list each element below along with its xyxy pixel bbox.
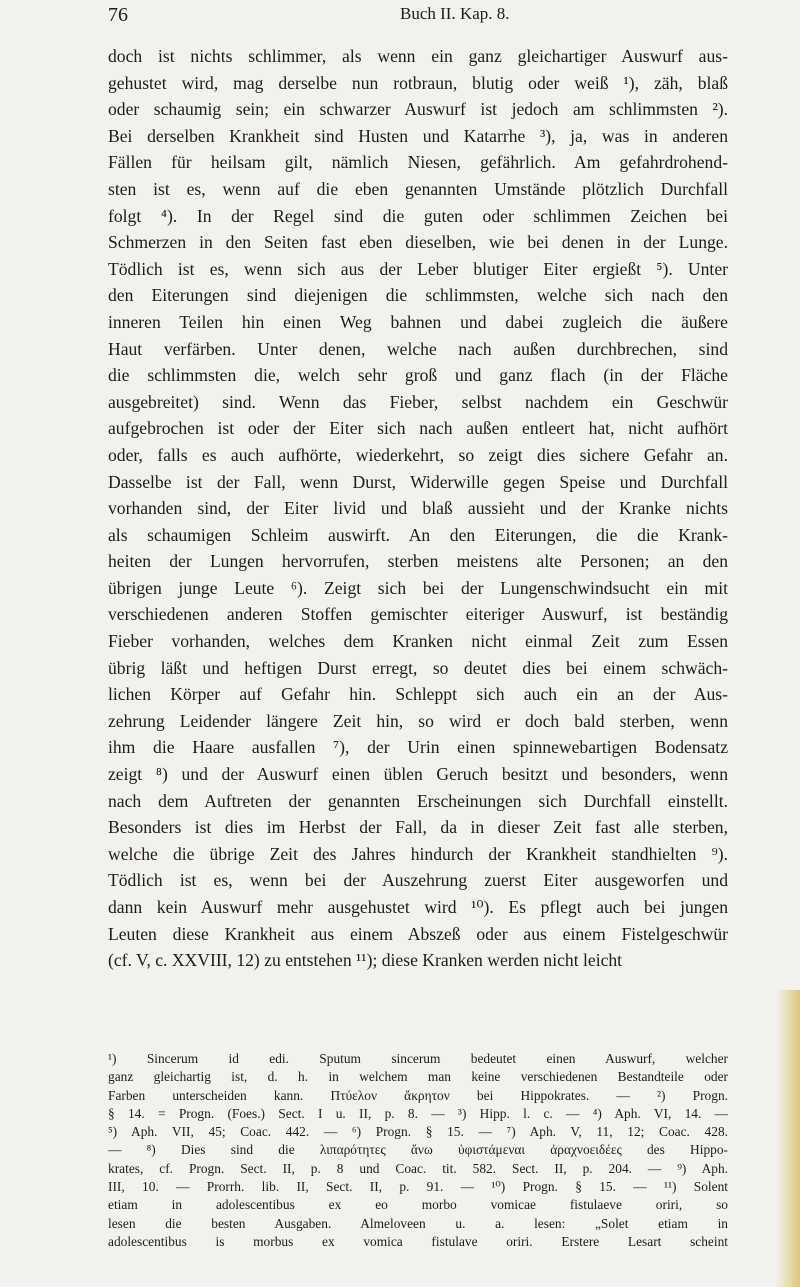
text-line: zeigt ⁸) und der Auswurf einen üblen Geruch besitzt und besonders, wenn (108, 764, 728, 785)
text-line: Tödlich ist es, wenn sich aus der Leber blutiger Eiter ergießt ⁵). Unter (108, 258, 728, 279)
text-line: die schlimmsten die, welch sehr groß und ganz flach (in der Fläche (108, 365, 728, 386)
text-line: doch ist nichts schlimmer, als wenn ein ganz gleichartiger Auswurf aus- (108, 46, 728, 66)
footnote-line: adolescentibus is morbus ex vomica fistulave oriri. Erstere Lesart scheint (108, 1233, 728, 1249)
text-line: übrigen junge Leute ⁶). Zeigt sich bei der Lungenschwindsucht ein mit (108, 577, 728, 598)
footnote-line: ⁵) Aph. VII, 45; Coac. 442. — ⁶) Progn. § 15. — ⁷) Aph. V, 11, 12; Coac. 428. (108, 1124, 728, 1140)
text-line: den Eiterungen sind diejenigen die schlimmsten, welche sich nach den (108, 285, 728, 306)
text-line: als schaumigen Schleim auswirft. An den Eiterungen, die die Krank- (108, 524, 728, 545)
text-line: sten ist es, wenn auf die eben genannten Umstände plötzlich Durchfall (108, 178, 728, 199)
text-line: dann kein Auswurf mehr ausgehustet wird ¹⁰). Es pflegt auch bei jungen (108, 897, 728, 917)
main-text (108, 43, 728, 974)
page-number: 76 (108, 4, 128, 26)
text-line: zehrung Leidender längere Zeit hin, so wird er doch bald sterben, wenn (108, 710, 728, 731)
text-line: oder schaumig sein; ein schwarzer Auswurf ist jedoch am schlimmsten ²). (108, 99, 728, 120)
footnote-line: III, 10. — Prorrh. lib. II, Sect. II, p. 91. — ¹⁰) Progn. § 15. — ¹¹) Solent (108, 1179, 728, 1195)
footnote-line: krates, cf. Progn. Sect. II, p. 8 und Coac. tit. 582. Sect. II, p. 204. — ⁹) Aph. (108, 1160, 728, 1176)
text-line: Tödlich ist es, wenn bei der Auszehrung zuerst Eiter ausgeworfen und (108, 870, 728, 891)
footnote-line: ganz gleichartig ist, d. h. in welchem man keine verschiedenen Bestandteile oder (108, 1069, 728, 1085)
text-line: welche die übrige Zeit des Jahres hindurch der Krankheit standhielten ⁹). (108, 843, 728, 864)
text-line: Fieber vorhanden, welches dem Kranken nicht einmal Zeit zum Essen (108, 631, 728, 652)
text-line: ausgebreitet) sind. Wenn das Fieber, selbst nachdem ein Geschwür (108, 391, 728, 412)
footnote-line: ¹) Sincerum id edi. Sputum sincerum bedeutet einen Auswurf, welcher (108, 1051, 728, 1066)
text-line: Haut verfärben. Unter denen, welche nach außen durchbrechen, sind (108, 338, 728, 359)
text-line: heiten der Lungen hervorrufen, sterben meistens alte Personen; an den (108, 551, 728, 572)
footnote-line: § 14. = Progn. (Foes.) Sect. I u. II, p. 8. — ³) Hipp. l. c. — ⁴) Aph. VI, 14. — (108, 1105, 728, 1121)
text-line: (cf. V, c. XXVIII, 12) zu entstehen ¹¹); diese Kranken werden nicht leicht (108, 950, 623, 971)
text-line: Bei derselben Krankheit sind Husten und Katarrhe ³), ja, was in anderen (108, 125, 728, 146)
text-line: Schmerzen in den Seiten fast eben dieselben, wie bei denen in der Lunge. (108, 232, 728, 253)
footnote-line: Farben unterscheiden kann. Πτύελον ἄκρητον bei Hippokrates. — ²) Progn. (108, 1087, 728, 1103)
text-line: vorhanden sind, der Eiter livid und blaß aussieht und der Kranke nichts (108, 498, 728, 519)
page-header (108, 4, 728, 32)
text-line: aufgebrochen ist oder der Eiter sich nach außen entleert hat, nicht aufhört (108, 418, 728, 439)
text-line: gehustet wird, mag derselbe nun rotbraun, blutig oder weiß ¹), zäh, blaß (108, 72, 728, 93)
footnote-line: lesen die besten Ausgaben. Almeloveen u. a. lesen: „Solet etiam in (108, 1215, 728, 1231)
text-line: übrig läßt und heftigen Durst erregt, so deutet dies bei einem schwäch- (108, 657, 728, 678)
text-line: verschiedenen anderen Stoffen gemischter eiteriger Auswurf, ist beständig (108, 604, 728, 625)
footnotes (108, 1050, 728, 1251)
text-line: ihm die Haare ausfallen ⁷), der Urin einen spinnewebartigen Bodensatz (108, 737, 728, 758)
text-line: Besonders ist dies im Herbst der Fall, da in dieser Zeit fast alle sterben, (108, 817, 728, 838)
text-line: oder, falls es auch aufhörte, wiederkehrt, so zeigt dies sichere Gefahr an. (108, 444, 728, 465)
text-line: inneren Teilen hin einen Weg bahnen und dabei zugleich die äußere (108, 311, 728, 332)
text-line: lichen Körper auf Gefahr hin. Schleppt sich auch ein an der Aus- (108, 684, 728, 705)
text-line: nach dem Auftreten der genannten Erscheinungen sich Durchfall einstellt. (108, 790, 728, 811)
text-line: Dasselbe ist der Fall, wenn Durst, Widerwille gegen Speise und Durchfall (108, 471, 728, 492)
footnote-line: — ⁸) Dies sind die λιπαρότητες ἄνω ὑφιστάμεναι ἀραχνοειδέες des Hippo- (108, 1142, 728, 1158)
running-head: Buch II. Kap. 8. (400, 4, 510, 23)
text-line: folgt ⁴). In der Regel sind die guten oder schlimmen Zeichen bei (108, 205, 728, 226)
footnote-line: etiam in adolescentibus ex eo morbo vomicae fistulaeve oriri, so (108, 1197, 728, 1213)
text-line: Leuten diese Krankheit aus einem Abszeß oder aus einem Fistelgeschwür (108, 923, 728, 944)
page-edge-stain (776, 990, 800, 1287)
text-line: Fällen für heilsam gilt, nämlich Niesen, gefährlich. Am gefahrdrohend- (108, 152, 728, 173)
